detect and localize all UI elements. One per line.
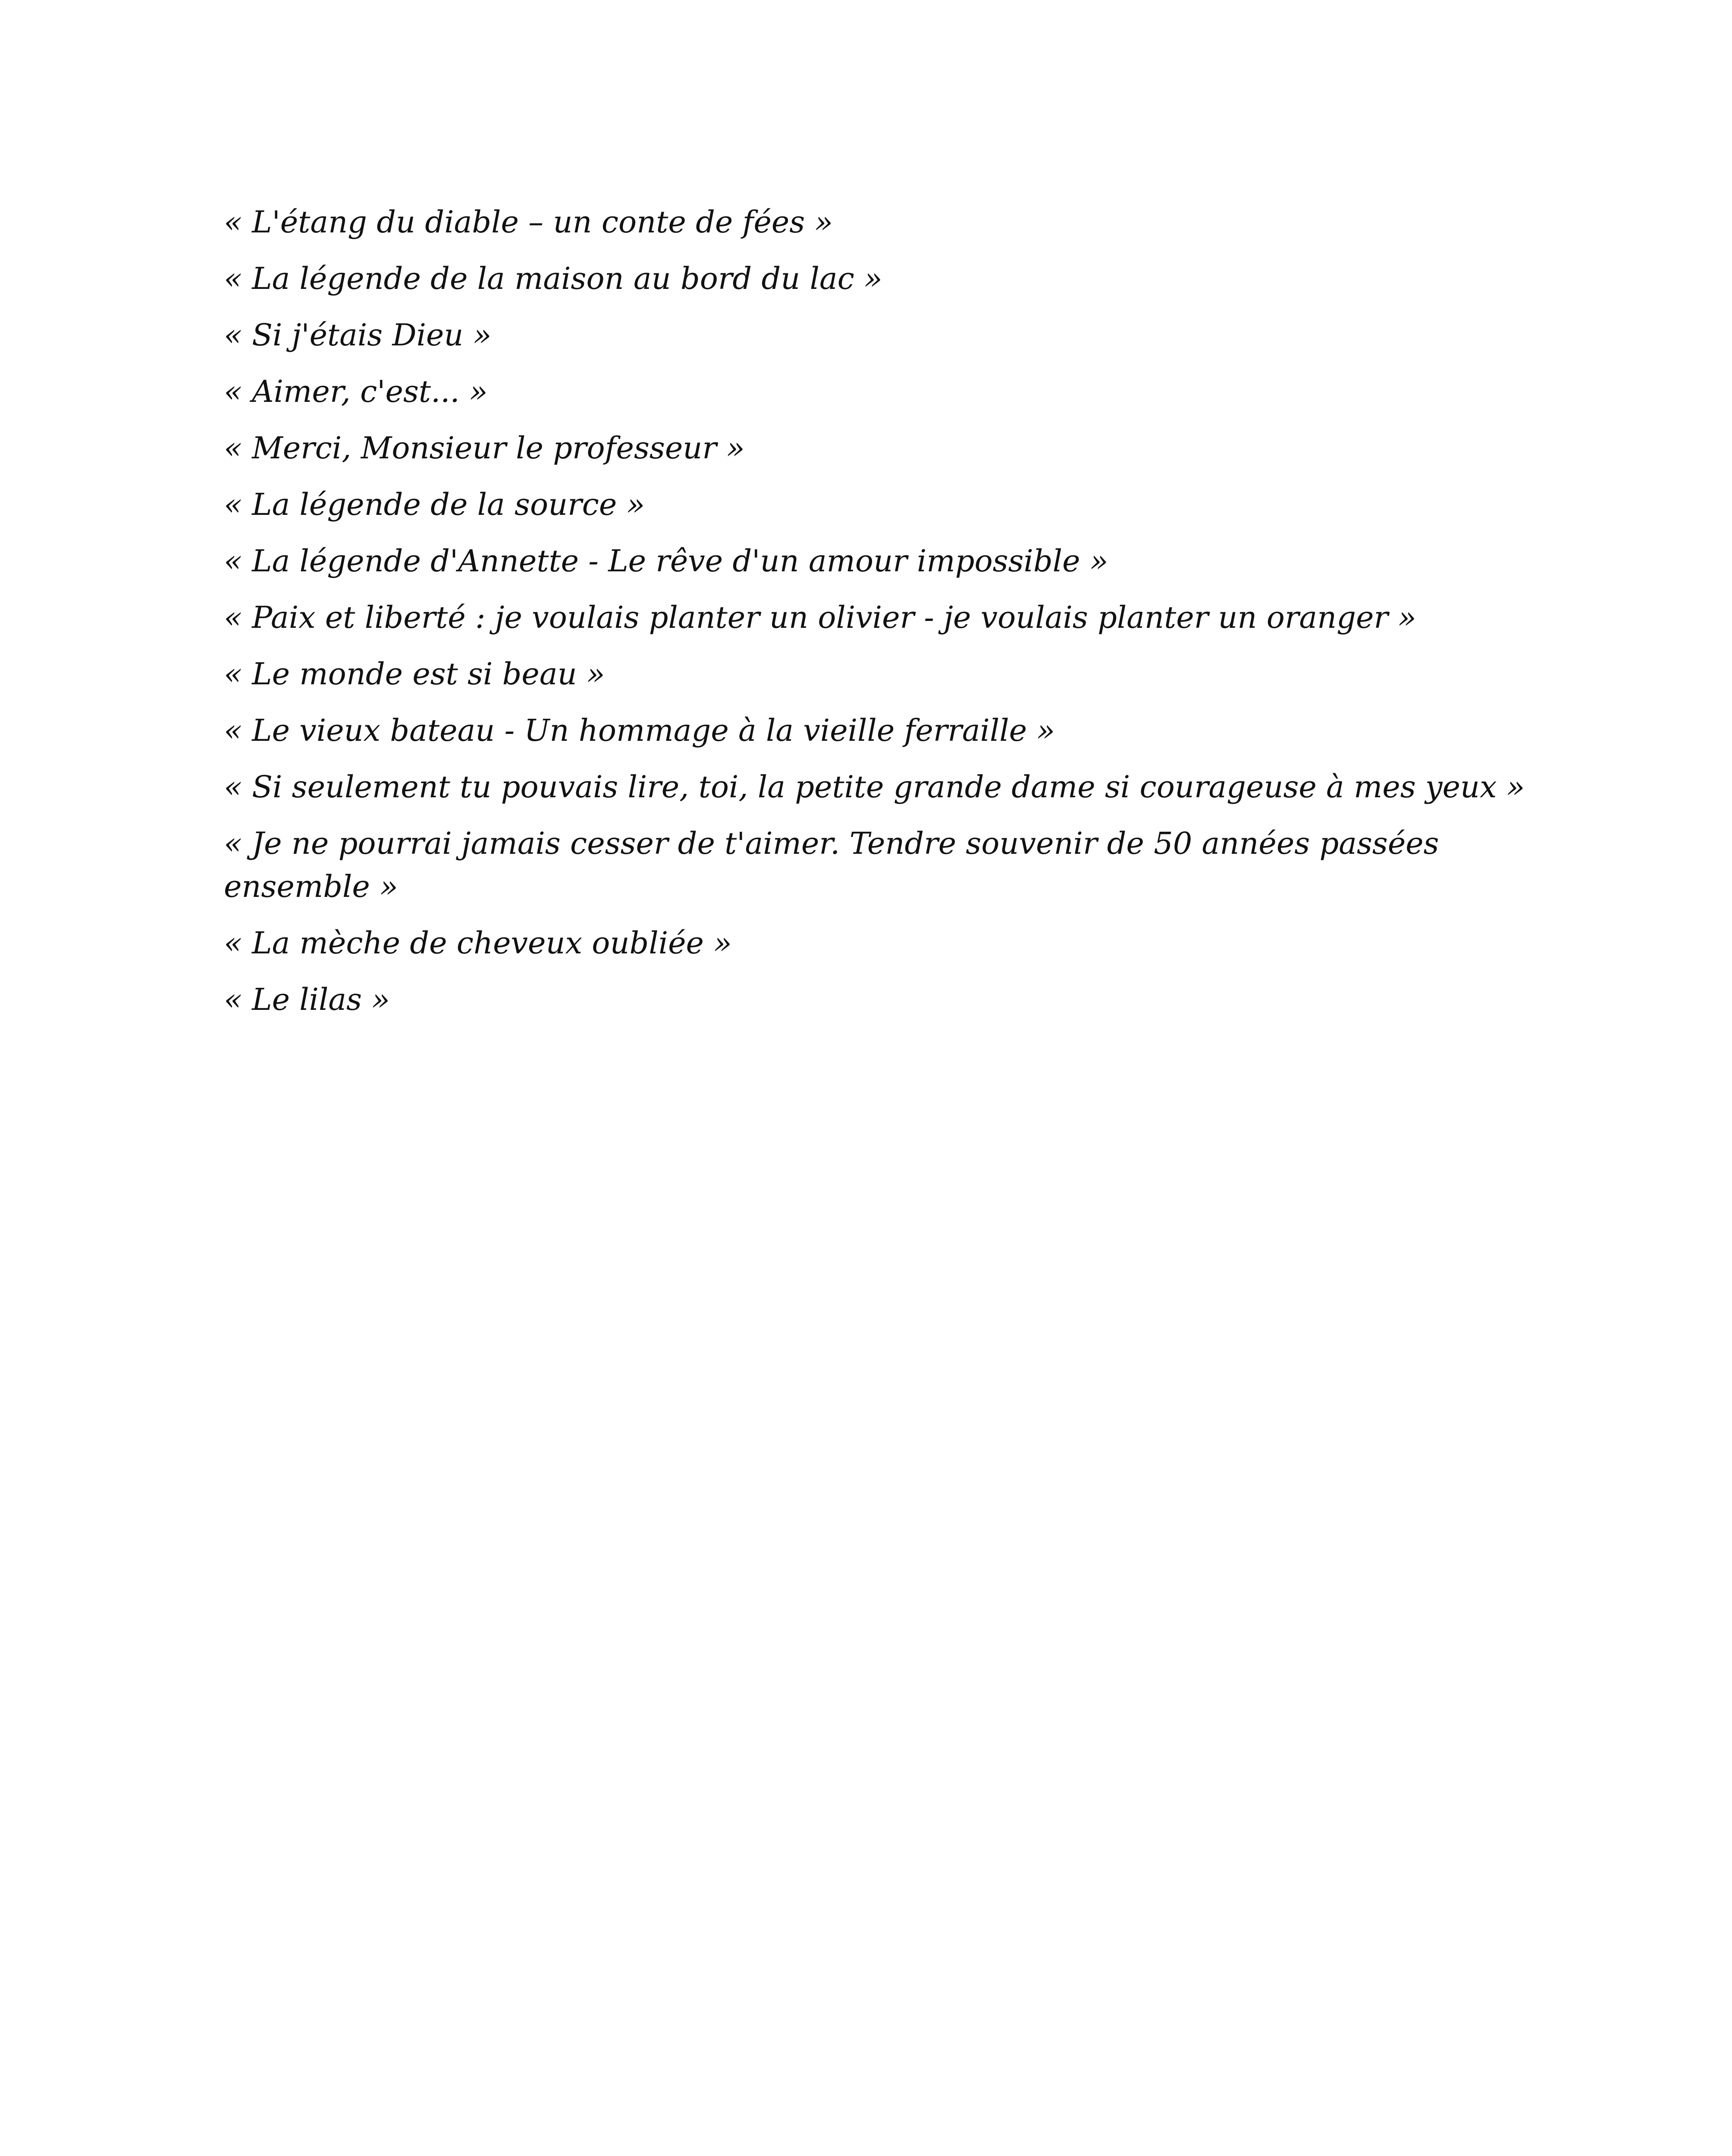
title-item: « Le monde est si beau » [224, 656, 605, 692]
title-item: « L'étang du diable – un conte de fées » [224, 204, 833, 240]
title-item: « La légende de la maison au bord du lac » [224, 261, 883, 296]
title-item: « Je ne pourrai jamais cesser de t'aimer. Tendre souvenir de 50 années passées ensemble » [224, 826, 1439, 904]
title-item: « Aimer, c'est... » [224, 374, 488, 409]
title-item: « Paix et liberté : je voulais planter un olivier - je voulais planter un oranger » [224, 600, 1416, 635]
title-item: « La légende d'Annette - Le rêve d'un amour impossible » [224, 543, 1108, 579]
title-item: « Le lilas » [224, 982, 390, 1017]
title-item: « Le vieux bateau - Un hommage à la vieille ferraille » [224, 713, 1055, 748]
title-list [224, 201, 1561, 1034]
title-item: « Si j'étais Dieu » [224, 317, 492, 353]
title-item: « La mèche de cheveux oubliée » [224, 925, 732, 961]
title-item: « Si seulement tu pouvais lire, toi, la petite grande dame si courageuse à mes yeux » [224, 769, 1525, 805]
title-item: « La légende de la source » [224, 487, 645, 522]
title-item: « Merci, Monsieur le professeur » [224, 430, 745, 466]
